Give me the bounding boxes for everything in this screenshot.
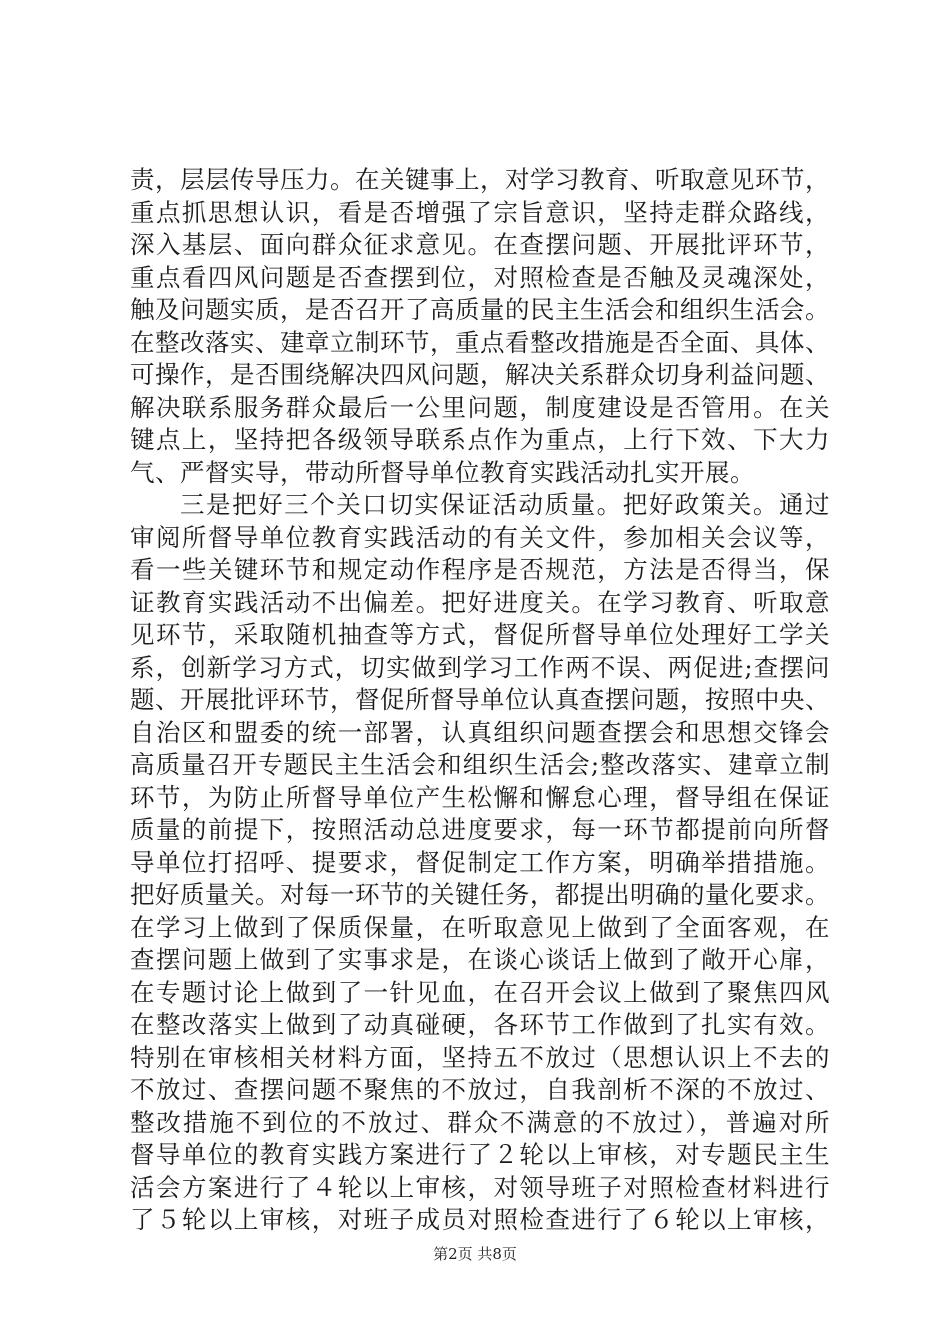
text-line: 题、开展批评环节，督促所督导单位认真查摆问题，按照中央、 [130, 685, 830, 714]
text-line: 环节，为防止所督导单位产生松懈和懈怠心理，督导组在保证 [130, 782, 830, 812]
text-line: 不放过、查摆问题不聚焦的不放过，自我剖析不深的不放过、 [130, 1075, 830, 1104]
text-line: 责，层层传导压力。在关键事上，对学习教育、听取意见环节， [130, 165, 830, 194]
text-line: 把好质量关。对每一环节的关键任务，都提出明确的量化要求。 [130, 880, 830, 909]
text-line: 重点看四风问题是否查摆到位，对照检查是否触及灵魂深处， [130, 262, 830, 292]
text-line: 见环节，采取随机抽查等方式，督促所督导单位处理好工学关 [130, 620, 830, 649]
body-text [130, 164, 830, 1237]
text-line: 活会方案进行了４轮以上审核，对领导班子对照检查材料进行 [130, 1172, 830, 1202]
text-line: 触及问题实质，是否召开了高质量的民主生活会和组织生活会。 [130, 295, 830, 324]
text-line: 在整改落实上做到了动真碰硬，各环节工作做到了扎实有效。 [130, 1010, 830, 1039]
paragraph-start-line: 三是把好三个关口切实保证活动质量。把好政策关。通过 [180, 490, 830, 519]
text-line: 气、严督实导，带动所督导单位教育实践活动扎实开展。 [130, 457, 755, 487]
text-line: 系，创新学习方式，切实做到学习工作两不误、两促进;查摆问 [130, 652, 830, 682]
text-line: 键点上，坚持把各级领导联系点作为重点，上行下效、下大力 [130, 425, 830, 454]
text-line: 督导单位的教育实践方案进行了２轮以上审核，对专题民主生 [130, 1140, 830, 1169]
text-line: 导单位打招呼、提要求，督促制定工作方案，明确举措措施。 [130, 847, 830, 877]
text-line: 高质量召开专题民主生活会和组织生活会;整改落实、建章立制 [130, 750, 830, 779]
text-line: 整改措施不到位的不放过、群众不满意的不放过），普遍对所 [130, 1107, 830, 1137]
text-line: 可操作，是否围绕解决四风问题，解决关系群众切身利益问题、 [130, 360, 830, 389]
text-line: 查摆问题上做到了实事求是，在谈心谈话上做到了敞开心扉， [130, 945, 830, 974]
text-line: 证教育实践活动不出偏差。把好进度关。在学习教育、听取意 [130, 587, 830, 617]
text-line: 看一些关键环节和规定动作程序是否规范，方法是否得当，保 [130, 555, 830, 584]
text-line: 审阅所督导单位教育实践活动的有关文件，参加相关会议等， [130, 522, 830, 552]
text-line: 解决联系服务群众最后一公里问题，制度建设是否管用。在关 [130, 392, 830, 422]
text-line: 在整改落实、建章立制环节，重点看整改措施是否全面、具体、 [130, 327, 830, 357]
text-line: 自治区和盟委的统一部署，认真组织问题查摆会和思想交锋会 [130, 717, 830, 747]
text-line: 重点抓思想认识，看是否增强了宗旨意识，坚持走群众路线， [130, 197, 830, 227]
text-line: 了５轮以上审核，对班子成员对照检查进行了６轮以上审核， [130, 1205, 830, 1234]
page-number-footer: 第2页 共8页 [433, 1245, 517, 1263]
text-line: 在学习上做到了保质保量，在听取意见上做到了全面客观，在 [130, 912, 830, 942]
text-line: 特别在审核相关材料方面，坚持五不放过（思想认识上不去的 [130, 1042, 830, 1072]
text-line: 在专题讨论上做到了一针见血，在召开会议上做到了聚焦四风 [130, 977, 830, 1007]
text-line: 质量的前提下，按照活动总进度要求，每一环节都提前向所督 [130, 815, 830, 844]
text-line: 深入基层、面向群众征求意见。在查摆问题、开展批评环节， [130, 230, 830, 259]
